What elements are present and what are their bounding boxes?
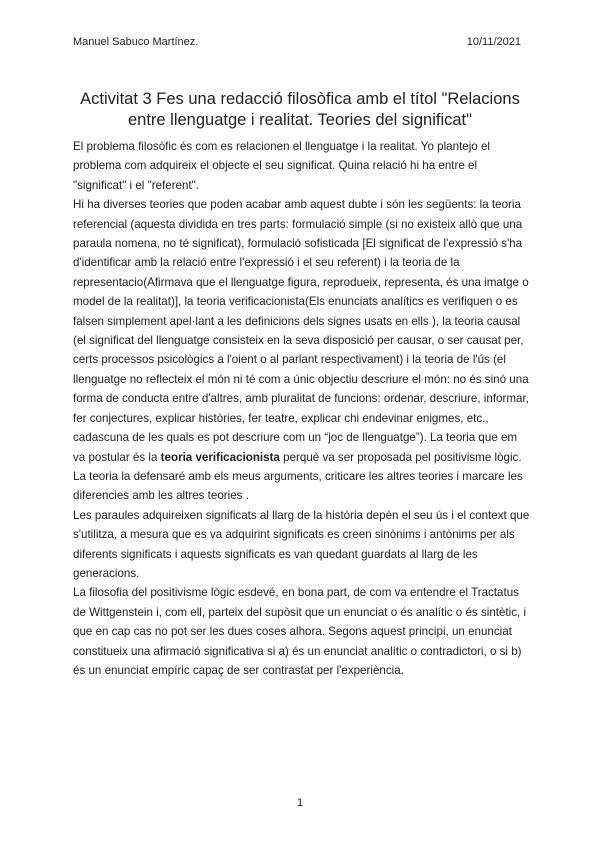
paragraph-problem: El problema filosòfic és com es relacionen el llenguatge i la realitat. Yo plantejo el problema com adquireix el objecte el seu significat. Quina relació hi ha entre el "significat" i el "referent".: [73, 140, 490, 192]
paragraph-history: Les paraules adquireixen significats al llarg de la història depèn el seu ús i el context que s'utilitza, a mesura que es va adquirint significats es creen sinònims i antònims per als diferents significats i aquests significats es van quedant guardats al llarg de les generacions.: [73, 508, 530, 580]
highlighted-theory: teoria verificacionista: [160, 450, 280, 464]
theories-text-end: perquè va ser proposada pel positivisme lògic.: [283, 450, 522, 464]
paragraph-defense: La teoria la defensaré amb els meus arguments, criticare les altres teories i marcare les diferencies amb les altres teories .: [73, 469, 523, 503]
theories-text: Hi ha diverses teories que poden acabar amb aquest dubte i són les següents: la teoria referencial (aquesta dividida en tres parts: formulació simple (si no existeix allò que una paraula nomena, no té significat), formulació sofisticada [El significat de l'expressió s'ha d'identificar amb la relació entre l'expressió i el seu referent) i la teoria de la representacio(Afirmava que el llenguatge figura, reprodueix, representa, és una imatge o model de la realitat)], la teoria verificacionista(Els enunciats analítics es verifiquen o es falsen simplement apel·lant a les definicions dels signes usats en ells ), la teoria causal (el significat del llenguatge consisteix en la seva disposició per causar, o ser causat per, certs processos psicològics a l'oient o al parlant respectivament) i la teoria de l'ús (el llenguatge no reflecteix el món ni té com a únic objectiu descriure el món: no és sinó una forma de conducta entre d'altres, amb pluralitat de funcions: ordenar, descriure, informar, fer conjectures, explicar històries, fer teatre, explicar chi endevinar enigmes, etc., cadascuna de les quals es pot descriure com un “joc de llenguatge”). La teoria que em va postular és la: [73, 198, 529, 464]
page-number: 1: [296, 797, 304, 809]
header-author: Manuel Sabuco Martínez.: [73, 36, 199, 48]
paragraph-positivism: La filosofia del positivisme lògic esdevé, en bona part, de com va entendre el Tractatus de Wittgenstein i, com ell, parteix del supòsit que un enunciat o és analític o és sintètic, i que en cap cas no pot ser les dues coses alhora. Segons aquest principi, un enunciat constitueix una afirmació significativa si a) és un enunciat analític o contradictori, o si b) és un enunciat empíric capaç de ser contrastat per l'experiència.: [73, 586, 527, 677]
document-body: [73, 137, 530, 680]
header-date: 10/11/2021: [466, 36, 521, 48]
paragraph-theories: [73, 195, 530, 467]
document-title: Activitat 3 Fes una redacció filosòfica amb el títol "Relacions entre llenguatge i realitat. Teories del significat": [80, 90, 520, 129]
